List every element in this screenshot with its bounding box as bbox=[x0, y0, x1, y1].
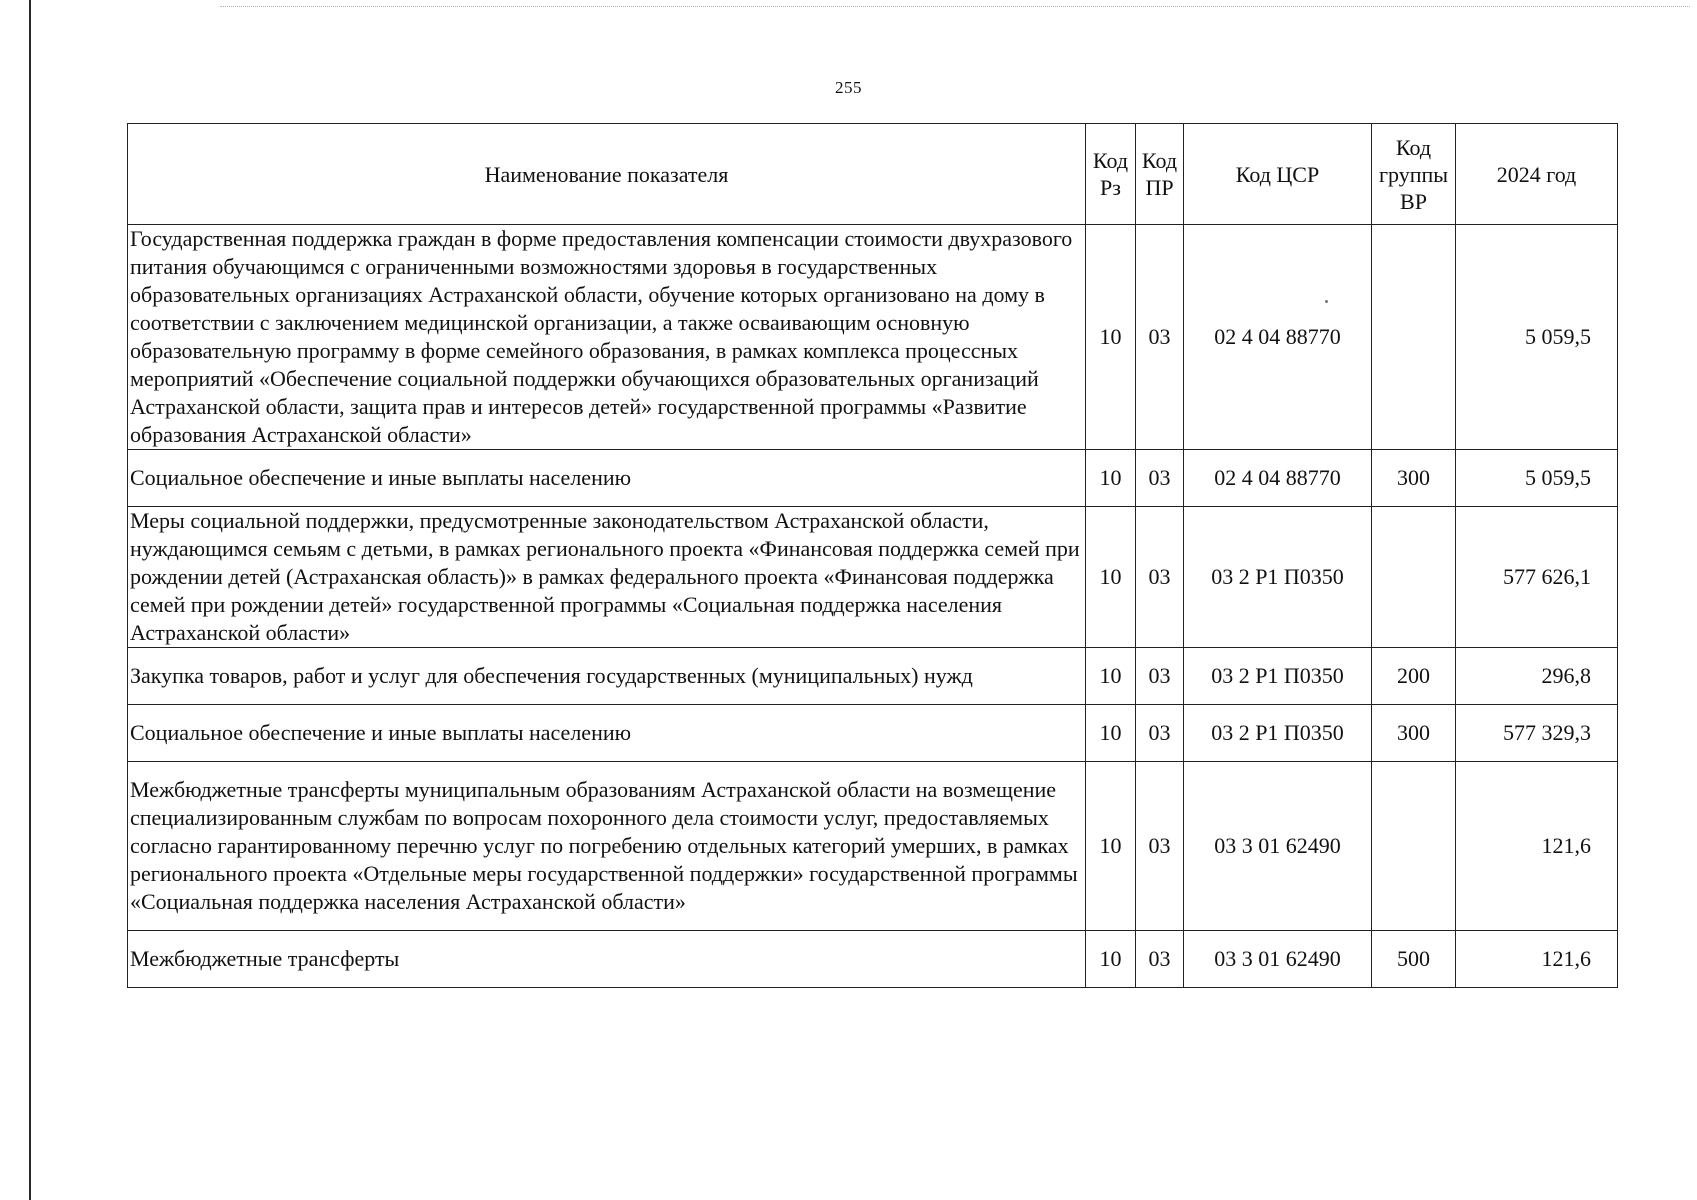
cell-name: Межбюджетные трансферты муниципальным образованиям Астраханской области на возмещение специализированным службам по вопросам похоронного дела стоимости услуг, предоставляемых согласно гарантированному перечню услуг по погребению отдельных категорий умерших, в рамках регионального проекта «Отдельные меры государственной поддержки» государственной программы «Социальная поддержка населения Астраханской области» bbox=[128, 762, 1086, 931]
cell-name: Закупка товаров, работ и услуг для обеспечения государственных (муниципальных) нужд bbox=[128, 648, 1086, 705]
scan-top-edge-line bbox=[220, 6, 1690, 7]
cell-amount: 577 329,3 bbox=[1456, 705, 1618, 762]
header-vr: Код группы ВР bbox=[1372, 124, 1456, 225]
cell-vr: 300 bbox=[1372, 450, 1456, 507]
cell-csr: 03 3 01 62490 bbox=[1184, 931, 1372, 988]
cell-pr: 03 bbox=[1136, 931, 1184, 988]
cell-rz: 10 bbox=[1086, 648, 1136, 705]
cell-name: Социальное обеспечение и иные выплаты населению bbox=[128, 450, 1086, 507]
cell-amount: 577 626,1 bbox=[1456, 507, 1618, 648]
table-row bbox=[128, 225, 1618, 450]
cell-pr: 03 bbox=[1136, 705, 1184, 762]
cell-pr: 03 bbox=[1136, 648, 1184, 705]
cell-pr: 03 bbox=[1136, 225, 1184, 450]
header-year: 2024 год bbox=[1456, 124, 1618, 225]
table-row bbox=[128, 931, 1618, 988]
page-number: 255 bbox=[835, 78, 862, 97]
cell-rz: 10 bbox=[1086, 762, 1136, 931]
scan-left-edge-line bbox=[29, 0, 31, 1200]
cell-amount: 121,6 bbox=[1456, 762, 1618, 931]
budget-table bbox=[127, 123, 1618, 988]
table-row bbox=[128, 450, 1618, 507]
cell-amount: 5 059,5 bbox=[1456, 450, 1618, 507]
cell-amount: 296,8 bbox=[1456, 648, 1618, 705]
header-name: Наименование показателя bbox=[128, 124, 1086, 225]
cell-rz: 10 bbox=[1086, 225, 1136, 450]
cell-rz: 10 bbox=[1086, 705, 1136, 762]
cell-vr bbox=[1372, 762, 1456, 931]
cell-rz: 10 bbox=[1086, 931, 1136, 988]
table-body bbox=[128, 225, 1618, 988]
header-rz: Код Рз bbox=[1086, 124, 1136, 225]
cell-csr: 03 2 Р1 П0350 bbox=[1184, 507, 1372, 648]
table-row bbox=[128, 762, 1618, 931]
cell-vr: 500 bbox=[1372, 931, 1456, 988]
cell-pr: 03 bbox=[1136, 507, 1184, 648]
cell-vr bbox=[1372, 225, 1456, 450]
header-row bbox=[128, 124, 1618, 225]
cell-csr: 02 4 04 88770 bbox=[1184, 225, 1372, 450]
cell-name: Социальное обеспечение и иные выплаты населению bbox=[128, 705, 1086, 762]
cell-csr: 02 4 04 88770 bbox=[1184, 450, 1372, 507]
cell-amount: 5 059,5 bbox=[1456, 225, 1618, 450]
cell-rz: 10 bbox=[1086, 507, 1136, 648]
cell-amount: 121,6 bbox=[1456, 931, 1618, 988]
header-csr: Код ЦСР bbox=[1184, 124, 1372, 225]
cell-vr: 300 bbox=[1372, 705, 1456, 762]
cell-csr: 03 2 Р1 П0350 bbox=[1184, 705, 1372, 762]
cell-name: Меры социальной поддержки, предусмотренные законодательством Астраханской области, нуждающимся семьям с детьми, в рамках регионального проекта «Финансовая поддержка семей при рождении детей (Астраханская область)» в рамках федерального проекта «Финансовая поддержка семей при рождении детей» государственной программы «Социальная поддержка населения Астраханской области» bbox=[128, 507, 1086, 648]
cell-rz: 10 bbox=[1086, 450, 1136, 507]
table-row bbox=[128, 507, 1618, 648]
cell-vr: 200 bbox=[1372, 648, 1456, 705]
header-pr: Код ПР bbox=[1136, 124, 1184, 225]
cell-csr: 03 2 Р1 П0350 bbox=[1184, 648, 1372, 705]
cell-name: Межбюджетные трансферты bbox=[128, 931, 1086, 988]
cell-pr: 03 bbox=[1136, 762, 1184, 931]
cell-pr: 03 bbox=[1136, 450, 1184, 507]
cell-vr bbox=[1372, 507, 1456, 648]
table-header bbox=[128, 124, 1618, 225]
cell-csr: 03 3 01 62490 bbox=[1184, 762, 1372, 931]
cell-name: Государственная поддержка граждан в форме предоставления компенсации стоимости двухразового питания обучающимся с ограниченными возможностями здоровья в государственных образовательных организациях Астраханской области, обучение которых организовано на дому в соответствии с заключением медицинской организации, а также осваивающим основную образовательную программу в форме семейного образования, в рамках комплекса процессных мероприятий «Обеспечение социальной поддержки обучающихся образовательных организаций Астраханской области, защита прав и интересов детей» государственной программы «Развитие образования Астраханской области» bbox=[128, 225, 1086, 450]
table-row bbox=[128, 705, 1618, 762]
table-row bbox=[128, 648, 1618, 705]
